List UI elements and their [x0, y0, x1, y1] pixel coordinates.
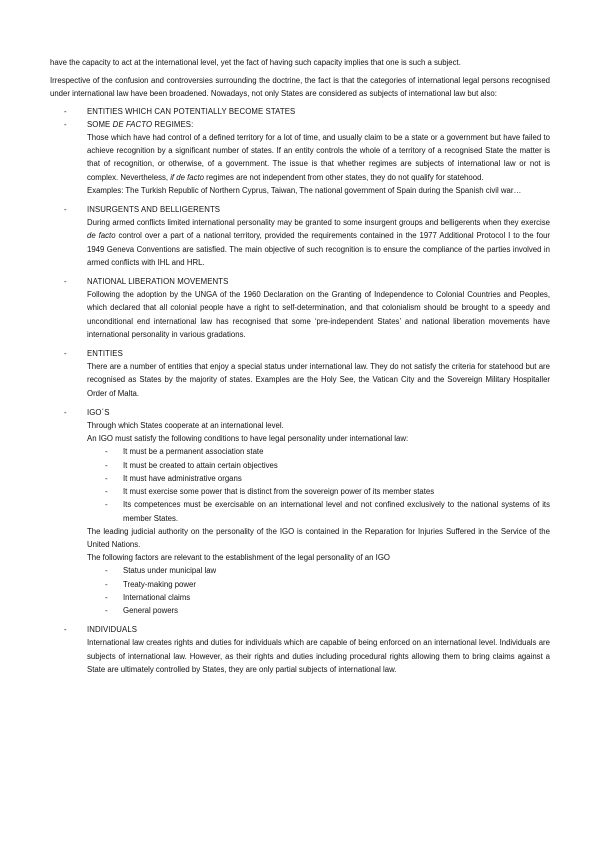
section-individuals [50, 623, 550, 676]
section-paragraph: During armed conflicts limited international personality may be granted to some insurgent groups and belligerents when they exercise de facto control over a part of a national territory, provided the requirements contained in the 1977 Additional Protocol I to the four 1949 Geneva Conventions are satisfied. The main objective of such recognition is to ensure the compliance of the parties involved in armed conflicts with IHL and HRL. [87, 218, 550, 267]
list-item: - International claims [87, 591, 550, 604]
subjects-list [50, 105, 550, 676]
section-paragraph: There are a number of entities that enjoy a special status under international law. They do not satisfy the criteria for statehood but are recognised as States by the majority of states. Examples are the Holy See, the Vatican City and the Sovereign Military Hospitaller Order of Malta. [87, 362, 550, 398]
list-item: - It must have administrative organs [87, 472, 550, 485]
intro-paragraph-1: have the capacity to act at the international level, yet the fact of having such capacity implies that one is such a subject. [50, 58, 461, 67]
list-item: - Its competences must be exercisable on an international level and not confined exclusively to the national systems of its member States. [87, 498, 550, 524]
section-paragraph: Through which States cooperate at an international level. [87, 421, 284, 431]
section-paragraph: The following factors are relevant to the establishment of the legal personality of an IGO [87, 553, 390, 563]
section-paragraph: International law creates rights and duties for individuals which are capable of being enforced on an international level. Individuals are subjects of international law. However, as their rights and duties including procedural rights allowing them to bring claims against a State are ultimately controlled by States, they are only partial subjects of international law. [87, 638, 550, 674]
list-item: - It must be a permanent association state [87, 445, 550, 458]
list-item: - Treaty-making power [87, 578, 550, 591]
section-igos [50, 406, 550, 617]
list-item: - It must exercise some power that is distinct from the sovereign power of its member states [87, 485, 550, 498]
section-insurgents [50, 203, 550, 269]
section-heading: - INSURGENTS AND BELLIGERENTS [87, 205, 221, 215]
section-heading: - ENTITIES WHICH CAN POTENTIALLY BECOME STATES [87, 106, 296, 116]
section-paragraph: An IGO must satisfy the following conditions to have legal personality under international law: [87, 434, 409, 444]
section-examples: Examples: The Turkish Republic of Northern Cyprus, Taiwan, The national government of Spain during the Spanish civil war… [87, 185, 522, 195]
section-heading: - INDIVIDUALS [87, 625, 138, 635]
section-de-facto-regimes [50, 118, 550, 197]
list-item: - Status under municipal law [87, 564, 550, 577]
document-page [50, 56, 550, 682]
intro-paragraph-2: Irrespective of the confusion and controversies surrounding the doctrine, the fact is that the categories of international legal persons recognised under international law have been broadened. Nowadays, not only States are considered as subjects of international law but also: [50, 76, 550, 99]
section-potential-states [50, 105, 550, 118]
list-item: - General powers [87, 604, 550, 617]
igo-conditions-list [87, 445, 550, 524]
igo-factors-list [87, 564, 550, 617]
section-paragraph: Those which have had control of a defined territory for a lot of time, and usually claim to be a state or a government but have failed to achieve recognition by a significant number of states. If an entity controls the whole of a territory of a recognised State the matter is that of recognition, or otherwise, of a government. The issue is that whether regimes are subjects of international law or not is complex. Nevertheless, if de facto regimes are not independent from other states, they do not qualify for statehood. [87, 133, 550, 182]
list-item: - It must be created to attain certain objectives [87, 459, 550, 472]
section-liberation-movements [50, 275, 550, 341]
section-paragraph: Following the adoption by the UNGA of the 1960 Declaration on the Granting of Independence to Colonial Countries and Peoples, which declared that all colonial people have a right to self-determination, and that colonialism should be brought to a speedy and unconditional end international law has recognised that some ‘pre-independent States’ and national liberation movements have international personality in various gradations. [87, 290, 550, 339]
section-heading: - ENTITIES [87, 349, 123, 359]
section-heading: - NATIONAL LIBERATION MOVEMENTS [87, 277, 229, 287]
section-paragraph: The leading judicial authority on the personality of the IGO is contained in the Reparation for Injuries Suffered in the Service of the United Nations. [87, 526, 550, 549]
section-heading: - SOME DE FACTO REGIMES: [87, 119, 194, 129]
section-entities [50, 347, 550, 400]
section-heading: - IGO´S [87, 407, 110, 417]
